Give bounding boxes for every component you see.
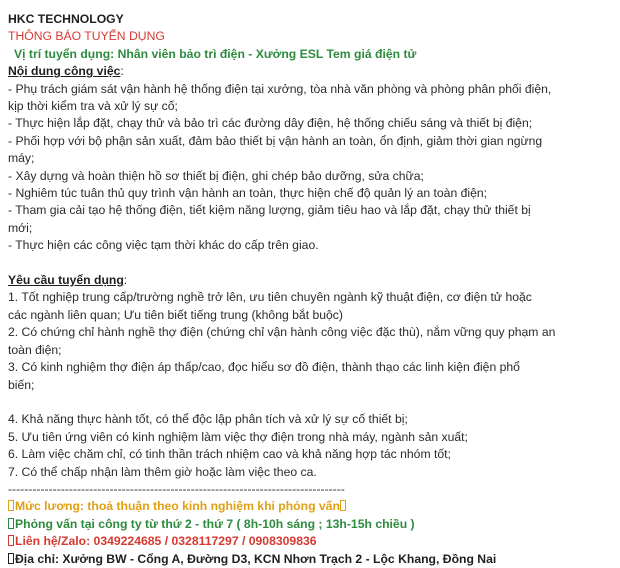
job-content-line: - Xây dựng và hoàn thiện hồ sơ thiết bị điện, ghi chép bảo dưỡng, sửa chữa; bbox=[8, 168, 424, 183]
box-glyph-icon bbox=[8, 518, 14, 529]
requirements-heading-colon: : bbox=[123, 273, 128, 288]
contact-line bbox=[8, 533, 612, 550]
requirement-line: 2. Có chứng chỉ hành nghề thợ điện (chứng chỉ vận hành công việc đặc thù), nắm vững quy phạm an bbox=[8, 325, 556, 340]
job-content-line: máy; bbox=[8, 151, 35, 166]
divider-line: ----------------------------------------------------------------------------------- bbox=[8, 481, 345, 496]
job-content-heading-text: Nội dung công việc bbox=[8, 64, 121, 79]
job-content-line: - Nghiêm túc tuân thủ quy trình vận hành an toàn, thực hiện chế độ quản lý an toàn điện; bbox=[8, 186, 488, 201]
salary-line bbox=[8, 498, 612, 515]
requirement-line: 3. Có kinh nghiệm thợ điện áp thấp/cao, đọc hiểu sơ đồ điện, thành thạo các linh kiện điện phổ bbox=[8, 360, 520, 375]
box-glyph-icon bbox=[340, 500, 346, 511]
address-line bbox=[8, 551, 612, 568]
requirements-heading bbox=[8, 272, 612, 289]
contact-text: Liên hệ/Zalo: 0349224685 / 0328117297 / 0908309836 bbox=[15, 534, 317, 549]
spacer bbox=[8, 255, 612, 272]
requirement-line: biến; bbox=[8, 377, 35, 392]
job-content-list bbox=[8, 81, 612, 255]
requirement-line: các ngành liên quan; Ưu tiên biết tiếng trung (không bắt buộc) bbox=[8, 307, 343, 322]
box-glyph-icon bbox=[8, 535, 14, 546]
requirements-heading-text: Yêu cầu tuyển dụng bbox=[8, 273, 124, 288]
notice-title: THÔNG BÁO TUYỂN DỤNG bbox=[8, 29, 165, 44]
box-glyph-icon bbox=[8, 500, 14, 511]
job-content-line: - Tham gia cải tạo hệ thống điện, tiết kiệm năng lượng, giảm tiêu hao và lắp đặt, chạy thử thiết bị bbox=[8, 203, 531, 218]
job-content-line: - Phối hợp với bộ phận sản xuất, đảm bảo thiết bị vận hành an toàn, ổn định, giảm thời gian ngừng bbox=[8, 133, 543, 148]
job-content-line: - Thực hiện các công việc tạm thời khác do cấp trên giao. bbox=[8, 238, 319, 253]
salary-text: Mức lương: thoả thuận theo kinh nghiệm khi phỏng vấn bbox=[15, 499, 340, 514]
requirement-line: 6. Làm việc chăm chỉ, có tinh thần trách nhiệm cao và khả năng hợp tác nhóm tốt; bbox=[8, 447, 451, 462]
interview-line bbox=[8, 516, 612, 533]
job-content-line: - Phụ trách giám sát vận hành hệ thống điện tại xưởng, tòa nhà văn phòng và phòng phân phối điện, bbox=[8, 81, 552, 96]
position-title: Vị trí tuyển dụng: Nhân viên bảo trì điện - Xưởng ESL Tem giá điện tử bbox=[14, 46, 417, 61]
company-name: HKC TECHNOLOGY bbox=[8, 12, 124, 26]
requirement-line: 1. Tốt nghiệp trung cấp/trường nghề trở lên, ưu tiên chuyên ngành kỹ thuật điện, cơ điện tử hoặc bbox=[8, 290, 532, 305]
job-content-line: mới; bbox=[8, 220, 33, 235]
job-content-heading-colon: : bbox=[120, 64, 124, 79]
interview-text: Phỏng vấn tại công ty từ thứ 2 - thứ 7 ( 8h-10h sáng ; 13h-15h chiều ) bbox=[15, 516, 415, 531]
address-text: Địa chỉ: Xưởng BW - Cổng A, Đường D3, KCN Nhơn Trạch 2 - Lộc Khang, Đồng Nai bbox=[15, 551, 497, 566]
job-content-line: - Thực hiện lắp đặt, chạy thử và bảo trì các đường dây điện, hệ thống chiếu sáng và thiết bị điện; bbox=[8, 116, 533, 131]
spacer bbox=[8, 394, 612, 411]
requirement-line: toàn điện; bbox=[8, 342, 62, 357]
requirement-line: 4. Khả năng thực hành tốt, có thể độc lập phân tích và xử lý sự cố thiết bị; bbox=[8, 412, 408, 427]
requirement-line: 7. Có thể chấp nhận làm thêm giờ hoặc làm việc theo ca. bbox=[8, 464, 317, 479]
job-content-line: kịp thời kiểm tra và xử lý sự cố; bbox=[8, 99, 178, 114]
job-content-heading bbox=[8, 63, 612, 80]
requirements-list bbox=[8, 289, 612, 480]
requirement-line: 5. Ưu tiên ứng viên có kinh nghiệm làm việc thợ điện trong nhà máy, ngành sản xuất; bbox=[8, 429, 468, 444]
